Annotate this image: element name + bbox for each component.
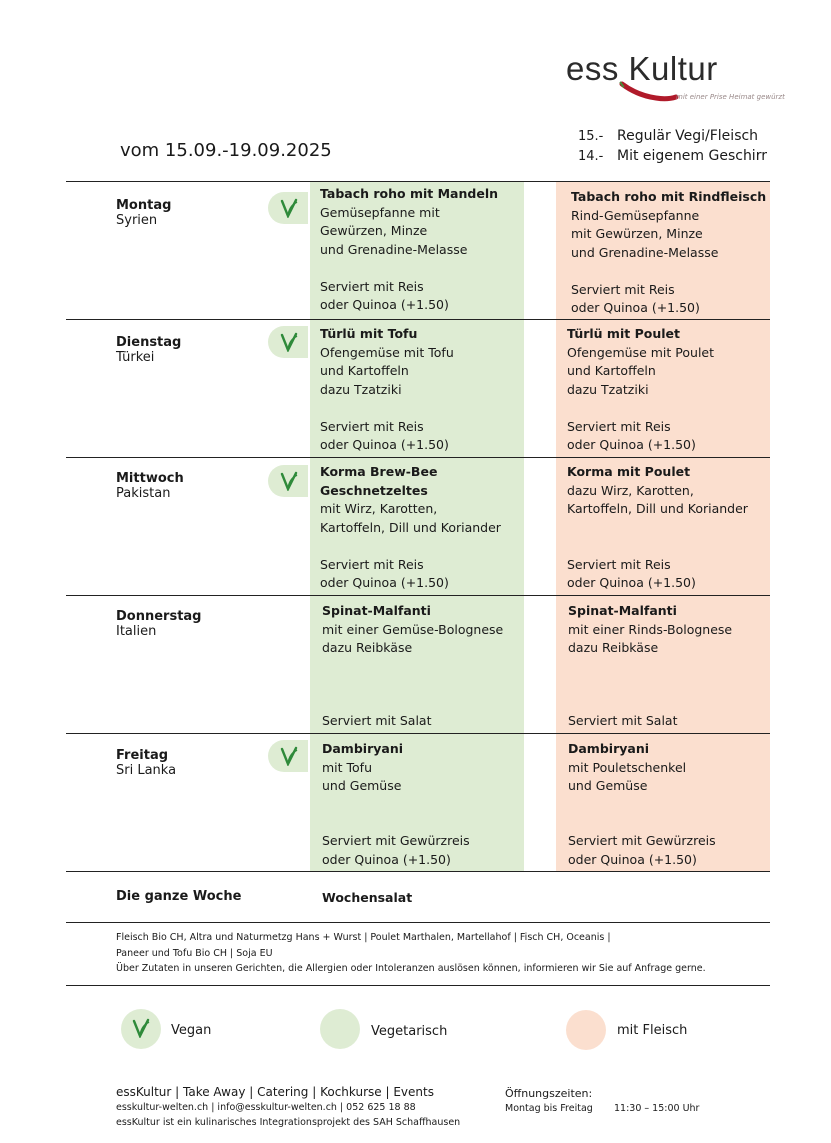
meat-legend-circle: [566, 1010, 606, 1050]
footer-services: essKultur | Take Away | Catering | Kochkurse | Events: [116, 1085, 434, 1099]
leaf-icon: [279, 198, 299, 218]
dish-line: Ofengemüse mit Tofu: [320, 344, 454, 360]
dish-line: Gemüsepfanne mit: [320, 204, 440, 220]
date-range: vom 15.09.-19.09.2025: [120, 140, 332, 161]
divider: [66, 871, 770, 872]
leaf-icon: [131, 1018, 151, 1038]
sourcing-line: Paneer und Tofu Bio CH | Soja EU: [116, 947, 273, 959]
dish-title: Dambiryani: [322, 741, 403, 756]
day-country: Syrien: [116, 213, 158, 228]
day-cell: [116, 471, 184, 501]
dish-title: Tabach roho mit Mandeln: [320, 186, 499, 201]
dish-served: Serviert mit Reis: [320, 278, 424, 294]
day-cell: [116, 198, 171, 228]
price-amount-own-dishes: 14.-: [578, 149, 604, 164]
dish-line: und Gemüse: [568, 778, 648, 793]
vegi-legend-circle: [320, 1009, 360, 1049]
vegan-badge: [268, 740, 308, 772]
dish-served: oder Quinoa (+1.50): [320, 575, 449, 590]
dish-title: Korma Brew-Bee: [320, 464, 438, 479]
price-amount-regular: 15.-: [578, 129, 604, 144]
vegi-dish: [322, 740, 403, 796]
dish-served: Serviert mit Salat: [322, 713, 432, 728]
divider: [66, 922, 770, 923]
vegi-dish: [320, 185, 498, 315]
dish-line: Kartoffeln, Dill und Koriander: [567, 501, 748, 516]
day-country: Türkei: [116, 350, 155, 365]
meat-dish: [567, 463, 748, 593]
footer-about: essKultur ist ein kulinarisches Integrationsprojekt des SAH Schaffhausen: [116, 1117, 461, 1128]
dish-served: oder Quinoa (+1.50): [567, 575, 696, 590]
divider: [66, 985, 770, 986]
leaf-icon: [279, 746, 299, 766]
day-cell: [116, 335, 181, 365]
day-cell: [116, 609, 202, 639]
meat-dish: [567, 325, 714, 455]
day-country: Pakistan: [116, 486, 171, 501]
legend-vegan-label: Vegan: [171, 1023, 212, 1038]
dish-line: Ofengemüse mit Poulet: [567, 344, 715, 360]
day-country: Italien: [116, 624, 157, 639]
meat-dish: [568, 602, 732, 658]
dish-title: Türlü mit Tofu: [320, 326, 418, 341]
dish-served: Serviert mit Reis: [320, 418, 424, 434]
logo-tagline: mit einer Prise Heimat gewürzt: [676, 93, 785, 101]
day-name: Mittwoch: [116, 471, 184, 486]
dish-served: Serviert mit Salat: [568, 713, 678, 728]
dish-line: und Grenadine-Melasse: [571, 244, 719, 260]
sourcing-info: [116, 930, 706, 977]
dish-served: Serviert mit Reis: [320, 556, 424, 572]
dish-line: dazu Reibkäse: [322, 640, 413, 655]
dish-title: Dambiryani: [568, 741, 649, 756]
dish-line: dazu Tzatziki: [567, 381, 649, 397]
dish-line: Rind-Gemüsepfanne: [571, 207, 700, 223]
day-name: Dienstag: [116, 335, 182, 350]
vegi-dish-served: [322, 832, 470, 869]
dish-title: Spinat-Malfanti: [322, 603, 431, 618]
dish-line: mit Gewürzen, Minze: [571, 226, 703, 241]
legend-meat-label: mit Fleisch: [617, 1023, 688, 1038]
week-label: Die ganze Woche: [116, 889, 242, 904]
day-name: Donnerstag: [116, 609, 202, 624]
divider: [66, 319, 770, 320]
chili-logo-icon: [616, 80, 680, 104]
dish-title: Türlü mit Poulet: [567, 326, 680, 341]
dish-served: Serviert mit Reis: [571, 281, 675, 297]
dish-line: und Gemüse: [322, 778, 402, 793]
divider: [66, 595, 770, 596]
dish-served: oder Quinoa (+1.50): [320, 437, 449, 452]
vegan-legend-circle: [121, 1009, 161, 1049]
dish-line: mit Wirz, Karotten,: [320, 501, 438, 516]
day-cell: [116, 748, 176, 778]
week-dish: Wochensalat: [322, 890, 413, 905]
allergy-note: Über Zutaten in unseren Gerichten, die Allergien oder Intoleranzen auslösen können, informieren wir Sie auf Anfrage gerne.: [116, 963, 706, 974]
dish-line: Kartoffeln, Dill und Koriander: [320, 519, 501, 535]
dish-line: mit einer Gemüse-Bolognese: [322, 621, 504, 637]
dish-served: Serviert mit Reis: [567, 418, 671, 434]
dish-served: Serviert mit Gewürzreis: [568, 833, 716, 848]
dish-served: Serviert mit Gewürzreis: [322, 833, 470, 848]
dish-title: Spinat-Malfanti: [568, 603, 677, 618]
price-label-regular: Regulär Vegi/Fleisch: [617, 128, 759, 144]
dish-served: oder Quinoa (+1.50): [567, 437, 696, 452]
vegi-dish-served: [322, 712, 432, 731]
divider: [66, 457, 770, 458]
dish-title: Tabach roho mit Rindfleisch: [571, 189, 767, 204]
day-name: Montag: [116, 198, 172, 213]
divider: [66, 181, 770, 182]
vegan-badge: [268, 192, 308, 224]
sourcing-line: Fleisch Bio CH, Altra und Naturmetzg Hans + Wurst | Poulet Marthalen, Martellahof | Fisch CH, Oceanis |: [116, 932, 611, 943]
vegi-dish: [320, 463, 501, 593]
dish-line: dazu Reibkäse: [568, 640, 659, 655]
price-label-own-dishes: Mit eigenem Geschirr: [617, 148, 767, 164]
vegan-badge: [268, 465, 308, 497]
day-name: Freitag: [116, 748, 169, 763]
dish-line: Gewürzen, Minze: [320, 223, 428, 238]
footer-contact: esskultur-welten.ch | info@esskultur-welten.ch | 052 625 18 88: [116, 1102, 416, 1113]
meat-dish: [568, 740, 686, 796]
vegi-dish: [322, 602, 503, 658]
dish-line: und Kartoffeln: [567, 363, 656, 378]
dish-line: und Grenadine-Melasse: [320, 241, 468, 257]
dish-line: dazu Tzatziki: [320, 381, 402, 397]
dish-line: dazu Wirz, Karotten,: [567, 482, 694, 498]
hours-title: Öffnungszeiten:: [505, 1087, 593, 1100]
legend-vegi-label: Vegetarisch: [371, 1024, 448, 1039]
hours-days: Montag bis Freitag: [505, 1103, 593, 1114]
dish-served: oder Quinoa (+1.50): [568, 851, 697, 867]
dish-line: mit Tofu: [322, 759, 373, 775]
dish-line: und Kartoffeln: [320, 363, 409, 378]
vegi-dish: [320, 325, 454, 455]
day-country: Sri Lanka: [116, 763, 177, 778]
dish-line: mit einer Rinds-Bolognese: [568, 621, 733, 637]
leaf-icon: [279, 332, 299, 352]
dish-served: oder Quinoa (+1.50): [571, 300, 700, 315]
dish-served: oder Quinoa (+1.50): [320, 297, 449, 312]
dish-served: oder Quinoa (+1.50): [322, 851, 451, 867]
hours-time: 11:30 – 15:00 Uhr: [614, 1103, 700, 1114]
meat-dish-served: [568, 832, 716, 869]
dish-title: Korma mit Poulet: [567, 464, 691, 479]
meat-dish: [571, 188, 766, 318]
dish-title-line2: Geschnetzeltes: [320, 482, 428, 498]
dish-line: mit Pouletschenkel: [568, 759, 687, 775]
dish-served: Serviert mit Reis: [567, 556, 671, 572]
logo-text: ess Kultur: [566, 50, 718, 87]
leaf-icon: [279, 471, 299, 491]
meat-dish-served: [568, 712, 678, 731]
vegan-badge: [268, 326, 308, 358]
divider: [66, 733, 770, 734]
